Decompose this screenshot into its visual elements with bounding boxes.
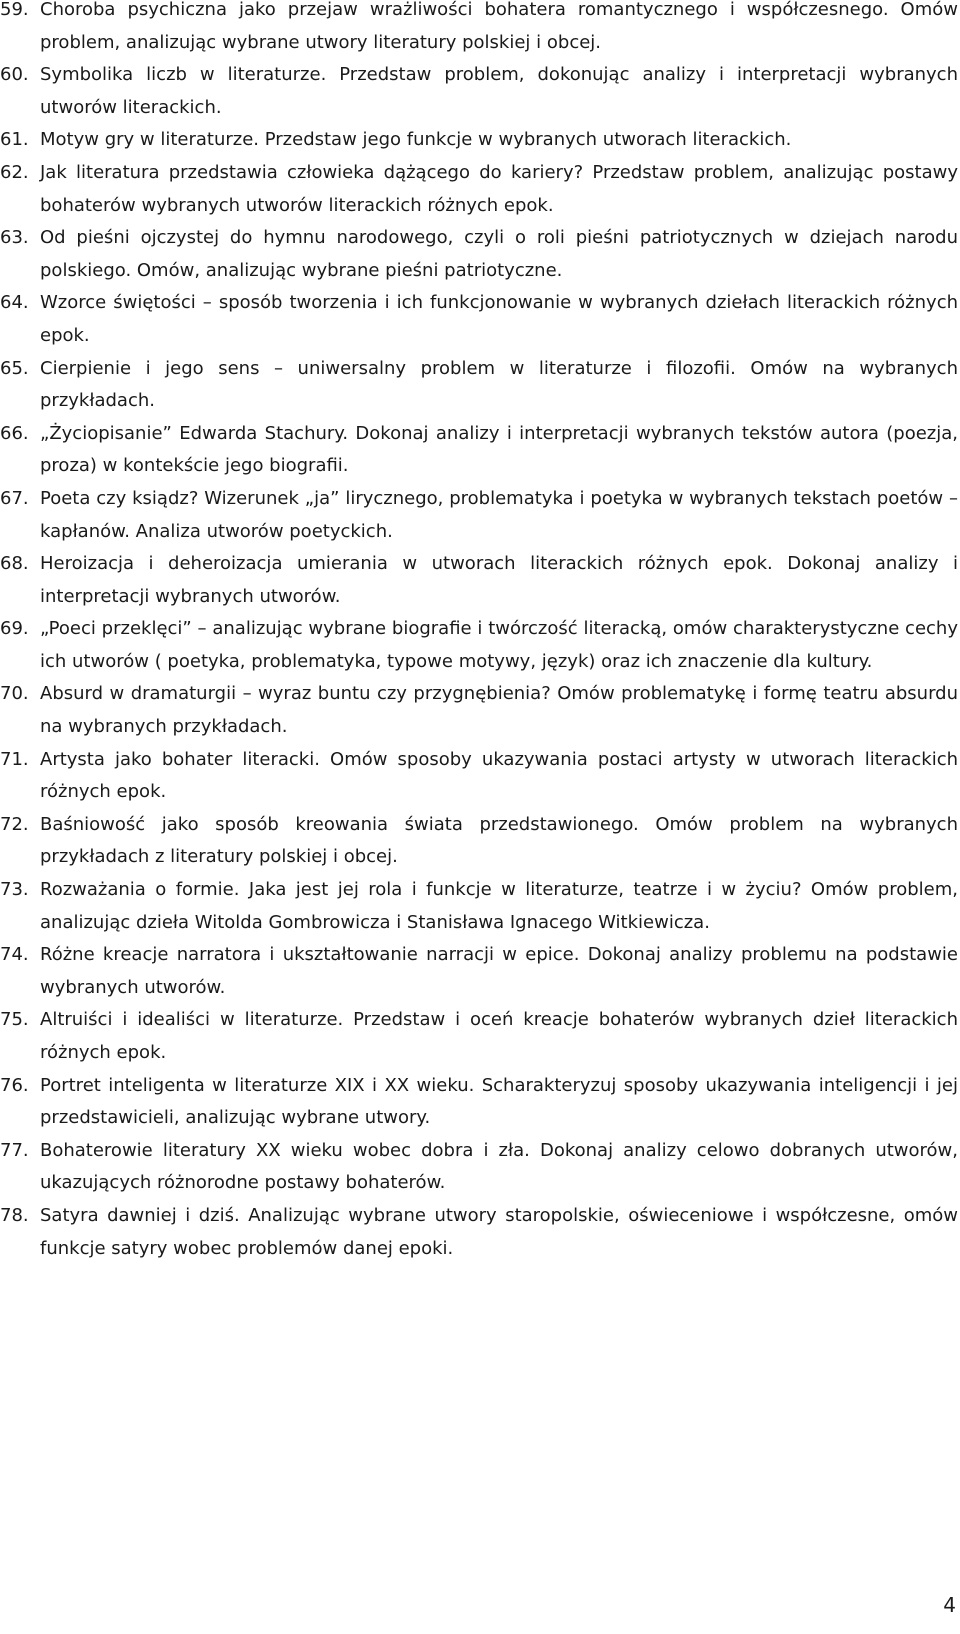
topic-number: 68. bbox=[0, 553, 29, 575]
topic-number: 67. bbox=[0, 487, 29, 509]
topic-number: 72. bbox=[0, 813, 29, 835]
topic-number: 77. bbox=[0, 1139, 29, 1161]
topic-text: „Poeci przeklęci” – analizując wybrane biografie i twórczość literacką, omów charakterystyczne cechy ich utworów ( poetyka, problematyka, typowe motywy, język) oraz ich znaczenie dla kultury. bbox=[40, 618, 958, 672]
topic-item bbox=[0, 157, 958, 222]
topic-number: 59. bbox=[0, 0, 29, 20]
topic-item bbox=[0, 418, 958, 483]
topic-item bbox=[0, 939, 958, 1004]
topic-item bbox=[0, 59, 958, 124]
topic-number: 62. bbox=[0, 161, 29, 183]
topic-item bbox=[0, 678, 958, 743]
topic-number: 60. bbox=[0, 64, 29, 86]
topic-item bbox=[0, 0, 958, 59]
topic-number: 61. bbox=[0, 129, 29, 151]
topic-number: 70. bbox=[0, 683, 29, 705]
topic-number: 66. bbox=[0, 422, 29, 444]
topic-item bbox=[0, 222, 958, 287]
topic-number: 75. bbox=[0, 1009, 29, 1031]
topic-item bbox=[0, 1135, 958, 1200]
topic-number: 74. bbox=[0, 944, 29, 966]
topic-text: Satyra dawniej i dziś. Analizując wybrane utwory staropolskie, oświeceniowe i współczesne, omów funkcje satyry wobec problemów danej epoki. bbox=[40, 1204, 958, 1259]
topic-text: Choroba psychiczna jako przejaw wrażliwości bohatera romantycznego i współczesnego. Omów problem, analizując wybrane utwory literatury polskiej i obcej. bbox=[40, 0, 958, 53]
topic-text: Absurd w dramaturgii – wyraz buntu czy przygnębienia? Omów problematykę i formę teatru absurdu na wybranych przykładach. bbox=[40, 683, 958, 738]
topic-item bbox=[0, 353, 958, 418]
topic-text: Wzorce świętości – sposób tworzenia i ich funkcjonowanie w wybranych dziełach literackich różnych epok. bbox=[40, 292, 958, 346]
topic-number: 78. bbox=[0, 1204, 29, 1226]
topic-number: 73. bbox=[0, 879, 29, 901]
topic-text: Różne kreacje narratora i ukształtowanie narracji w epice. Dokonaj analizy problemu na podstawie wybranych utworów. bbox=[40, 944, 958, 998]
topic-item bbox=[0, 613, 958, 678]
topic-text: „Życiopisanie” Edwarda Stachury. Dokonaj analizy i interpretacji wybranych tekstów autora (poezja, proza) w kontekście jego biografii. bbox=[40, 422, 958, 477]
topic-item bbox=[0, 1004, 958, 1069]
topic-item bbox=[0, 1070, 958, 1135]
topic-item bbox=[0, 483, 958, 548]
topic-text: Cierpienie i jego sens – uniwersalny problem w literaturze i filozofii. Omów na wybranych przykładach. bbox=[40, 357, 958, 412]
topic-text: Heroizacja i deheroizacja umierania w utworach literackich różnych epok. Dokonaj analizy i interpretacji wybranych utworów. bbox=[40, 553, 958, 607]
topic-text: Rozważania o formie. Jaka jest jej rola i funkcje w literaturze, teatrze i w życiu? Omów problem, analizując dzieła Witolda Gombrowicza i Stanisława Ignacego Witkiewicza. bbox=[40, 879, 958, 933]
topic-text: Baśniowość jako sposób kreowania świata przedstawionego. Omów problem na wybranych przykładach z literatury polskiej i obcej. bbox=[40, 813, 958, 868]
topic-number: 63. bbox=[0, 227, 29, 249]
topic-item bbox=[0, 809, 958, 874]
topic-item bbox=[0, 874, 958, 939]
topic-item bbox=[0, 124, 958, 157]
topic-text: Od pieśni ojczystej do hymnu narodowego, czyli o roli pieśni patriotycznych w dziejach narodu polskiego. Omów, analizując wybrane pieśni patriotyczne. bbox=[40, 227, 958, 281]
topic-number: 64. bbox=[0, 292, 29, 314]
topic-number: 65. bbox=[0, 357, 29, 379]
topic-item bbox=[0, 1200, 958, 1265]
topic-number: 69. bbox=[0, 618, 29, 640]
topic-item bbox=[0, 744, 958, 809]
topic-text: Bohaterowie literatury XX wieku wobec dobra i zła. Dokonaj analizy celowo dobranych utworów, ukazujących różnorodne postawy bohaterów. bbox=[40, 1139, 958, 1194]
topic-text: Motyw gry w literaturze. Przedstaw jego funkcje w wybranych utworach literackich. bbox=[40, 129, 792, 151]
topic-number: 76. bbox=[0, 1074, 29, 1096]
topic-text: Altruiści i idealiści w literaturze. Przedstaw i oceń kreacje bohaterów wybranych dzieł literackich różnych epok. bbox=[40, 1009, 958, 1063]
topic-item bbox=[0, 548, 958, 613]
topic-text: Jak literatura przedstawia człowieka dążącego do kariery? Przedstaw problem, analizując postawy bohaterów wybranych utworów literackich różnych epok. bbox=[40, 161, 958, 216]
topic-text: Poeta czy ksiądz? Wizerunek „ja” lirycznego, problematyka i poetyka w wybranych tekstach poetów – kapłanów. Analiza utworów poetyckich. bbox=[40, 487, 958, 542]
topic-text: Portret inteligenta w literaturze XIX i XX wieku. Scharakteryzuj sposoby ukazywania inteligencji i jej przedstawicieli, analizując wybrane utwory. bbox=[40, 1074, 958, 1129]
page-number: 4 bbox=[943, 1593, 956, 1617]
topic-item bbox=[0, 287, 958, 352]
topic-number: 71. bbox=[0, 748, 29, 770]
topic-text: Artysta jako bohater literacki. Omów sposoby ukazywania postaci artysty w utworach literackich różnych epok. bbox=[40, 748, 958, 803]
topic-text: Symbolika liczb w literaturze. Przedstaw problem, dokonując analizy i interpretacji wybranych utworów literackich. bbox=[40, 64, 958, 118]
